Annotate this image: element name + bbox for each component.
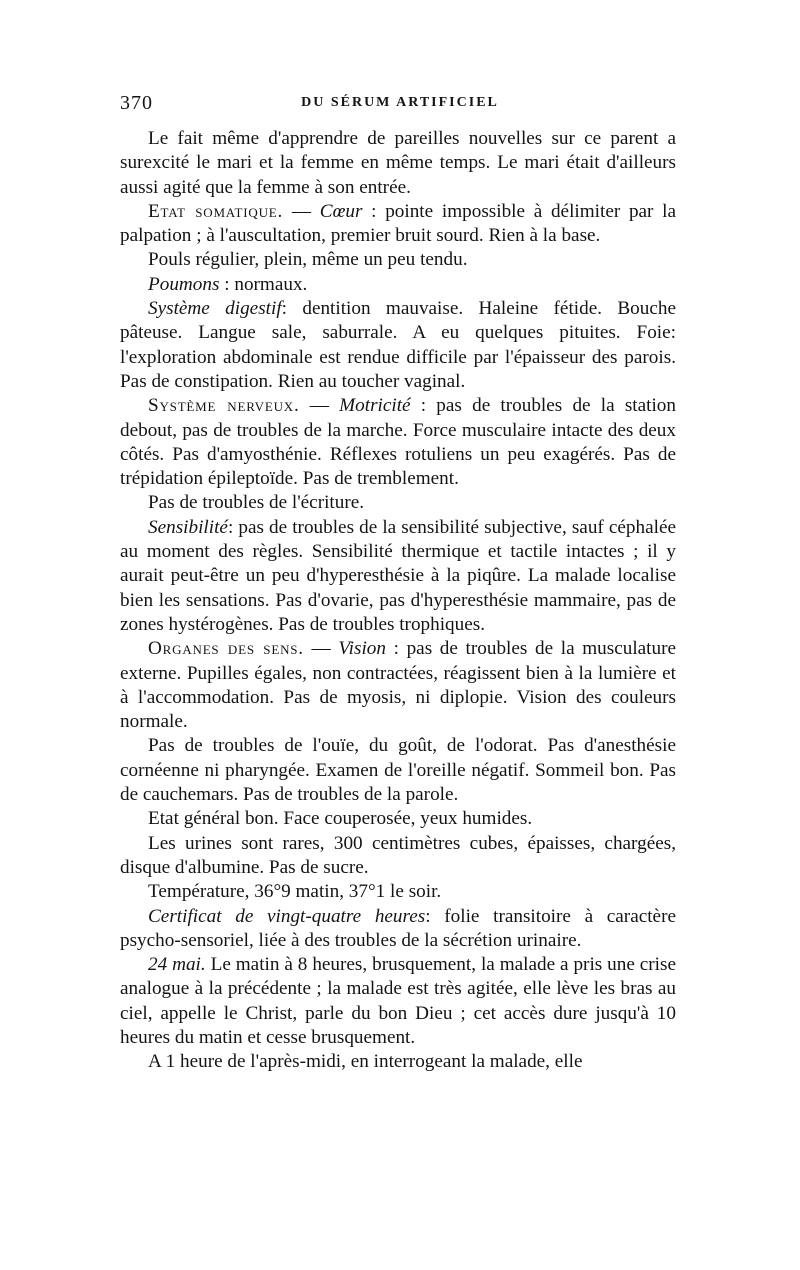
paragraph: Pouls régulier, plein, même un peu tendu. bbox=[148, 249, 468, 271]
page-body bbox=[120, 127, 676, 1075]
paragraph: Etat général bon. Face couperosée, yeux humides. bbox=[148, 808, 533, 830]
section-heading: Organes des sens. bbox=[148, 638, 304, 660]
subsection-label: Poumons bbox=[148, 273, 220, 295]
paragraph: Sensibilité: pas de troubles de la sensibilité subjective, sauf céphalée au moment des règles. Sensibilité thermique et tactile intactes ; il y aurait peut-être un peu d'hyperesthésie à la piqûre. La malade localise bien les sensations. Pas d'ovarie, pas d'hyperesthésie mammaire, pas de zones hystérogènes. Pas de troubles trophiques. bbox=[120, 516, 676, 635]
paragraph: Pas de troubles de l'écriture. bbox=[148, 492, 365, 514]
page-number: 370 bbox=[120, 92, 153, 114]
paragraph: Système digestif: dentition mauvaise. Haleine fétide. Bouche pâteuse. Langue sale, saburrale. A eu quelques pituites. Foie: l'exploration abdominale est rendue difficile par l'épaisseur des parois. Pas de constipation. Rien au toucher vaginal. bbox=[120, 298, 676, 392]
running-title: DU SÉRUM ARTIFICIEL bbox=[301, 95, 499, 110]
subsection-label: Sensibilité bbox=[148, 516, 228, 538]
paragraph: Température, 36°9 matin, 37°1 le soir. bbox=[148, 881, 442, 903]
page-header bbox=[120, 92, 680, 116]
paragraph: Les urines sont rares, 300 centimètres cubes, épaisses, chargées, disque d'albumine. Pas de sucre. bbox=[120, 832, 676, 878]
subsection-label: Système digestif bbox=[148, 298, 282, 320]
subsection-label: Motricité bbox=[339, 395, 411, 417]
paragraph: Système nerveux. — Motricité : pas de troubles de la station debout, pas de troubles de la marche. Force musculaire intacte des deux côtés. Pas d'amyosthénie. Réflexes rotuliens un peu exagérés. Pas de trépidation épileptoïde. Pas de tremblement. bbox=[120, 395, 676, 490]
paragraph: Poumons : normaux. bbox=[148, 273, 308, 295]
subsection-label: Vision bbox=[338, 638, 386, 660]
paragraph: Etat somatique. — Cœur : pointe impossible à délimiter par la palpation ; à l'auscultation, premier bruit sourd. Rien à la base. bbox=[120, 200, 677, 247]
section-heading: Etat somatique. bbox=[148, 200, 284, 222]
paragraph: Organes des sens. — Vision : pas de troubles de la musculature externe. Pupilles égales, non contractées, réagissent bien à la lumière et à l'accommodation. Pas de myosis, ni diplopie. Vision des couleurs normale. bbox=[120, 638, 677, 733]
subsection-label: Cœur bbox=[319, 200, 363, 222]
paragraph: 24 mai. Le matin à 8 heures, brusquement, la malade a pris une crise analogue à la précédente ; la malade est très agitée, elle lève les bras au ciel, appelle le Christ, parle du bon Dieu ; cet accès dure jusqu'à 10 heures du matin et cesse brusquement. bbox=[120, 954, 677, 1048]
paragraph: Le fait même d'apprendre de pareilles nouvelles sur ce parent a surexcité le mari et la femme en même temps. Le mari était d'ailleurs aussi agité que la femme à son entrée. bbox=[120, 128, 676, 198]
date-label: 24 mai. bbox=[148, 954, 206, 976]
section-heading: Système nerveux. bbox=[148, 395, 300, 417]
subsection-label: Certificat de vingt-quatre heures bbox=[148, 905, 426, 927]
paragraph: A 1 heure de l'après-midi, en interrogeant la malade, elle bbox=[148, 1051, 583, 1073]
paragraph: Certificat de vingt-quatre heures: folie transitoire à caractère psycho-sensoriel, liée à des troubles de la sécrétion urinaire. bbox=[120, 905, 676, 951]
paragraph: Pas de troubles de l'ouïe, du goût, de l'odorat. Pas d'anesthésie cornéenne ni pharyngée. Examen de l'oreille négatif. Sommeil bon. Pas de cauchemars. Pas de troubles de la parole. bbox=[120, 735, 676, 806]
